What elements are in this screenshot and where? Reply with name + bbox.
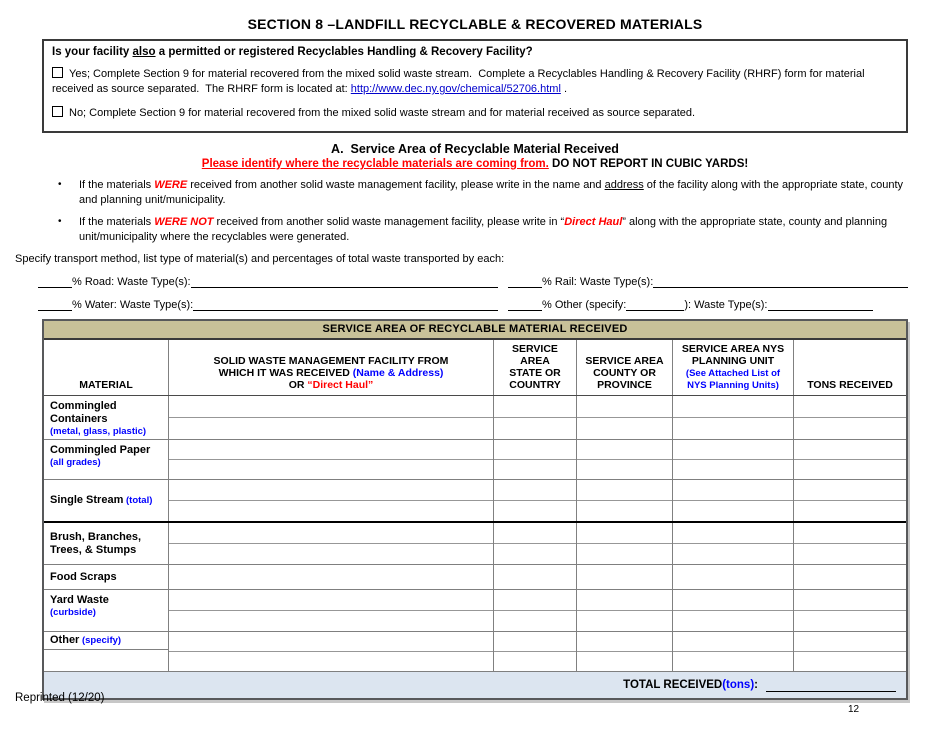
section-a-heading: A. Service Area of Recyclable Material Received: [331, 142, 619, 156]
column-planning-unit: [672, 632, 793, 671]
planning-unit-input[interactable]: [673, 440, 793, 460]
material-label-wrap: [50, 594, 165, 618]
tons-input[interactable]: [794, 652, 906, 671]
other-waste-type-blank[interactable]: [768, 299, 873, 311]
planning-unit-input[interactable]: [673, 590, 793, 611]
rhrf-form-link[interactable]: http://www.dec.ny.gov/chemical/52706.html: [350, 83, 561, 95]
facility-input[interactable]: [169, 501, 493, 521]
county-input[interactable]: [577, 523, 672, 544]
text-segment: If the materials: [79, 179, 155, 191]
material-label: Food Scraps: [50, 570, 117, 583]
table-body: [44, 396, 906, 671]
column-tons: [793, 632, 906, 671]
facility-input[interactable]: [169, 632, 493, 652]
text-segment: Please identify where the recyclable materials are coming from.: [201, 158, 549, 170]
bullet-item-were-not: [58, 215, 950, 244]
tons-input[interactable]: [794, 565, 906, 589]
county-input[interactable]: [577, 440, 672, 460]
facility-input[interactable]: [169, 565, 493, 589]
text-segment: SOLID WASTE MANAGEMENT FACILITY FROM: [213, 355, 449, 367]
yes-option-text: [52, 68, 865, 95]
text-segment: DO NOT REPORT IN CUBIC YARDS!: [548, 158, 749, 170]
tons-input[interactable]: [794, 501, 906, 521]
material-label-cell: [44, 565, 168, 589]
bullet-text: [79, 178, 904, 207]
state-input[interactable]: [494, 523, 576, 544]
material-row-other: [44, 631, 906, 671]
facility-input[interactable]: [169, 652, 493, 671]
column-state: [493, 523, 576, 564]
county-input[interactable]: [577, 652, 672, 671]
yes-checkbox[interactable]: [52, 67, 63, 78]
column-planning-unit: [672, 396, 793, 439]
planning-unit-input[interactable]: [673, 523, 793, 544]
state-input[interactable]: [494, 544, 576, 564]
rail-percent-blank[interactable]: [508, 276, 542, 288]
text-segment: SERVICE: [512, 343, 558, 355]
total-received-blank[interactable]: [766, 678, 896, 692]
road-percent-blank[interactable]: [38, 276, 72, 288]
facility-input[interactable]: [169, 396, 493, 418]
header-facility: [168, 340, 493, 395]
page-number: 12: [848, 704, 860, 715]
column-state: [493, 565, 576, 589]
reprinted-note: Reprinted (12/20): [15, 692, 105, 704]
yes-option: [52, 67, 884, 97]
column-facility: [168, 480, 493, 521]
column-state: [493, 396, 576, 439]
data-columns: [168, 480, 906, 521]
text-segment: of the facility along with the appropriate state, county and planning unit/municipality.: [79, 179, 904, 206]
planning-unit-input[interactable]: [673, 501, 793, 521]
service-area-table: [42, 319, 908, 700]
bullet-icon: •: [58, 216, 62, 227]
column-tons: [793, 440, 906, 479]
planning-unit-input[interactable]: [673, 460, 793, 479]
state-input[interactable]: [494, 440, 576, 460]
text-segment: WERE NOT: [154, 216, 214, 228]
tons-input[interactable]: [794, 396, 906, 418]
table-header-row: [44, 340, 906, 396]
other-field-group: [508, 299, 908, 311]
material-note: (curbside): [50, 607, 96, 618]
facility-input[interactable]: [169, 460, 493, 479]
text-segment: (See Attached List of: [685, 368, 781, 379]
text-segment: COUNTRY: [509, 379, 561, 391]
text-segment: WHICH IT WAS RECEIVED: [218, 367, 353, 379]
facility-input[interactable]: [169, 418, 493, 439]
state-input[interactable]: [494, 480, 576, 501]
material-row-single-stream: [44, 479, 906, 523]
material-label: Single Stream: [50, 494, 124, 506]
column-state: [493, 480, 576, 521]
tons-input[interactable]: [794, 632, 906, 652]
planning-unit-input[interactable]: [673, 611, 793, 631]
page-title: SECTION 8 –LANDFILL RECYCLABLE & RECOVERED MATERIALS: [247, 16, 703, 32]
material-label: Commingled Paper: [50, 444, 151, 456]
material-label-cell: [44, 590, 168, 631]
column-county: [576, 632, 672, 671]
tons-input[interactable]: [794, 544, 906, 564]
column-facility: [168, 632, 493, 671]
text-segment: WERE: [154, 179, 188, 191]
header-state: [493, 340, 576, 395]
county-input[interactable]: [577, 632, 672, 652]
no-option: [52, 106, 884, 121]
text-segment: received from another solid waste management facility, please write in the name and: [187, 179, 605, 191]
total-received-label: TOTAL RECEIVED: [623, 679, 723, 691]
material-label-wrap: [50, 571, 165, 584]
material-row-yard-waste: [44, 589, 906, 631]
total-received-row: [44, 671, 906, 698]
column-facility: [168, 396, 493, 439]
material-label: Other: [50, 633, 80, 646]
bullet-icon: •: [58, 179, 62, 190]
column-county: [576, 523, 672, 564]
state-input[interactable]: [494, 460, 576, 479]
text-segment: “Direct Haul”: [307, 379, 374, 391]
column-tons: [793, 590, 906, 631]
data-columns: [168, 590, 906, 631]
header-county: [576, 340, 672, 395]
text-segment: Direct Haul: [564, 216, 623, 228]
facility-input[interactable]: [169, 544, 493, 564]
data-columns: [168, 440, 906, 479]
rail-waste-type-blank[interactable]: [653, 276, 908, 288]
text-segment: Yes; Complete Section 9 for material recovered from the mixed solid waste stream. Complete a Recyclables Handling & Recovery Facility (RHRF) form for material received as source separated. The RHRF form is located at:: [52, 68, 865, 95]
column-tons: [793, 565, 906, 589]
column-planning-unit: [672, 590, 793, 631]
material-label: Commingled Containers: [50, 400, 117, 425]
text-segment: SERVICE AREA: [585, 355, 664, 367]
column-county: [576, 565, 672, 589]
tons-input[interactable]: [794, 460, 906, 479]
header-planning-unit: [672, 340, 793, 395]
column-planning-unit: [672, 565, 793, 589]
state-input[interactable]: [494, 396, 576, 418]
column-state: [493, 632, 576, 671]
facility-input[interactable]: [169, 523, 493, 544]
state-input[interactable]: [494, 611, 576, 631]
text-segment: SERVICE AREA NYS: [681, 343, 785, 355]
data-columns: [168, 565, 906, 589]
facility-input[interactable]: [169, 611, 493, 631]
column-county: [576, 396, 672, 439]
state-input[interactable]: [494, 565, 576, 589]
header-planning-unit-text: [682, 343, 784, 391]
material-row-commingled-containers: [44, 396, 906, 439]
header-county-text: [585, 355, 663, 391]
material-label: Brush, Branches, Trees, & Stumps: [50, 530, 142, 556]
text-segment: (Name & Address): [352, 367, 444, 379]
bullet-item-were: [58, 178, 950, 207]
tons-input[interactable]: [794, 611, 906, 631]
transport-intro: Specify transport method, list type of material(s) and percentages of total waste transported by each:: [15, 253, 505, 265]
water-waste-type-blank[interactable]: [193, 299, 498, 311]
column-planning-unit: [672, 480, 793, 521]
text-segment: NYS Planning Units): [687, 380, 779, 391]
section-a-warning: [0, 158, 950, 170]
bullet-text: [79, 215, 904, 244]
material-note: (all grades): [50, 457, 101, 468]
planning-unit-input[interactable]: [673, 544, 793, 564]
tons-input[interactable]: [794, 480, 906, 501]
header-material: MATERIAL: [79, 379, 133, 391]
material-label-cell: [44, 632, 168, 671]
county-input[interactable]: [577, 611, 672, 631]
planning-unit-input[interactable]: [673, 632, 793, 652]
header-state-text: [509, 343, 561, 391]
text-segment: STATE OR: [509, 367, 561, 379]
tons-input[interactable]: [794, 590, 906, 611]
text-segment: received from another solid waste management facility, please write in “: [213, 216, 565, 228]
text-segment: address: [604, 179, 644, 191]
other-percent-blank[interactable]: [508, 299, 542, 311]
material-label-wrap: [50, 531, 165, 557]
material-note: (total): [123, 495, 153, 506]
rail-field-group: [508, 276, 908, 288]
other-specify-blank[interactable]: [626, 299, 684, 311]
road-label: % Road: Waste Type(s):: [72, 276, 191, 288]
text-segment: No; Complete Section 9 for material recovered from the mixed solid waste stream and for material received as source separated.: [69, 107, 696, 119]
county-input[interactable]: [577, 396, 672, 418]
material-note: (specify): [79, 634, 122, 646]
text-segment: If the materials: [79, 216, 155, 228]
total-received-colon: :: [754, 679, 758, 691]
instruction-bullets: [58, 178, 950, 244]
material-extra-input[interactable]: [44, 650, 168, 671]
column-tons: [793, 396, 906, 439]
county-input[interactable]: [577, 418, 672, 439]
planning-unit-input[interactable]: [673, 565, 793, 589]
text-segment: PROVINCE: [597, 379, 652, 391]
material-label-subcell: [44, 632, 168, 650]
county-input[interactable]: [577, 480, 672, 501]
column-tons: [793, 480, 906, 521]
state-input[interactable]: [494, 652, 576, 671]
column-tons: [793, 523, 906, 564]
transport-row-2: [38, 299, 950, 311]
facility-input[interactable]: [169, 440, 493, 460]
rail-label: % Rail: Waste Type(s):: [542, 276, 654, 288]
column-facility: [168, 590, 493, 631]
state-input[interactable]: [494, 501, 576, 521]
material-label-cell: [44, 396, 168, 439]
planning-unit-input[interactable]: [673, 396, 793, 418]
no-checkbox[interactable]: [52, 106, 63, 117]
water-percent-blank[interactable]: [38, 299, 72, 311]
material-note: (metal, glass, plastic): [50, 426, 147, 437]
county-input[interactable]: [577, 544, 672, 564]
county-input[interactable]: [577, 590, 672, 611]
column-planning-unit: [672, 440, 793, 479]
road-waste-type-blank[interactable]: [191, 276, 498, 288]
column-county: [576, 440, 672, 479]
text-segment: a permitted or registered Recyclables Handling & Recovery Facility?: [155, 46, 533, 58]
material-row-food-scraps: [44, 564, 906, 589]
facility-input[interactable]: [169, 480, 493, 501]
state-input[interactable]: [494, 632, 576, 652]
road-field-group: [38, 276, 508, 288]
column-facility: [168, 440, 493, 479]
header-facility-text: [214, 355, 449, 391]
facility-input[interactable]: [169, 590, 493, 611]
text-segment: AREA: [520, 355, 550, 367]
material-label-wrap: [50, 444, 165, 468]
county-input[interactable]: [577, 565, 672, 589]
transport-row-1: [38, 276, 950, 288]
column-county: [576, 480, 672, 521]
water-field-group: [38, 299, 508, 311]
total-received-unit: (tons): [722, 679, 755, 691]
tons-input[interactable]: [794, 440, 906, 460]
other-label-pre: % Other (specify:: [542, 299, 627, 311]
transport-section: [15, 253, 950, 311]
data-columns: [168, 523, 906, 564]
material-label: Yard Waste: [50, 594, 109, 606]
rhrf-question: [52, 46, 896, 58]
state-input[interactable]: [494, 590, 576, 611]
column-facility: [168, 523, 493, 564]
material-label-wrap: [50, 400, 165, 437]
header-tons-received: TONS RECEIVED: [793, 340, 906, 395]
column-state: [493, 590, 576, 631]
material-row-commingled-paper: [44, 439, 906, 479]
material-label-cell: [44, 440, 168, 479]
county-input[interactable]: [577, 460, 672, 479]
county-input[interactable]: [577, 501, 672, 521]
text-segment: .: [560, 83, 568, 95]
column-county: [576, 590, 672, 631]
state-input[interactable]: [494, 418, 576, 439]
tons-input[interactable]: [794, 523, 906, 544]
tons-input[interactable]: [794, 418, 906, 439]
column-facility: [168, 565, 493, 589]
text-segment: also: [132, 46, 156, 58]
text-segment: COUNTY OR: [593, 367, 656, 379]
column-state: [493, 440, 576, 479]
data-columns: [168, 396, 906, 439]
planning-unit-input[interactable]: [673, 652, 793, 671]
text-segment: PLANNING UNIT: [691, 355, 775, 367]
other-label-post: ): Waste Type(s):: [684, 299, 768, 311]
no-option-text: [69, 107, 695, 119]
rhrf-question-box: [42, 39, 908, 133]
material-label-cell: [44, 523, 168, 564]
material-label-wrap: [50, 494, 165, 507]
material-label-cell: [44, 480, 168, 521]
water-label: % Water: Waste Type(s):: [72, 299, 194, 311]
text-segment: OR: [288, 379, 308, 391]
data-columns: [168, 632, 906, 671]
planning-unit-input[interactable]: [673, 480, 793, 501]
table-banner: SERVICE AREA OF RECYCLABLE MATERIAL RECEIVED: [44, 321, 906, 340]
text-segment: Is your facility: [52, 46, 133, 58]
column-planning-unit: [672, 523, 793, 564]
text-segment: ” along with the appropriate state, county and planning unit/municipality where the recyclables were generated.: [79, 216, 888, 243]
planning-unit-input[interactable]: [673, 418, 793, 439]
material-row-brush-branches-trees-stumps: [44, 523, 906, 564]
